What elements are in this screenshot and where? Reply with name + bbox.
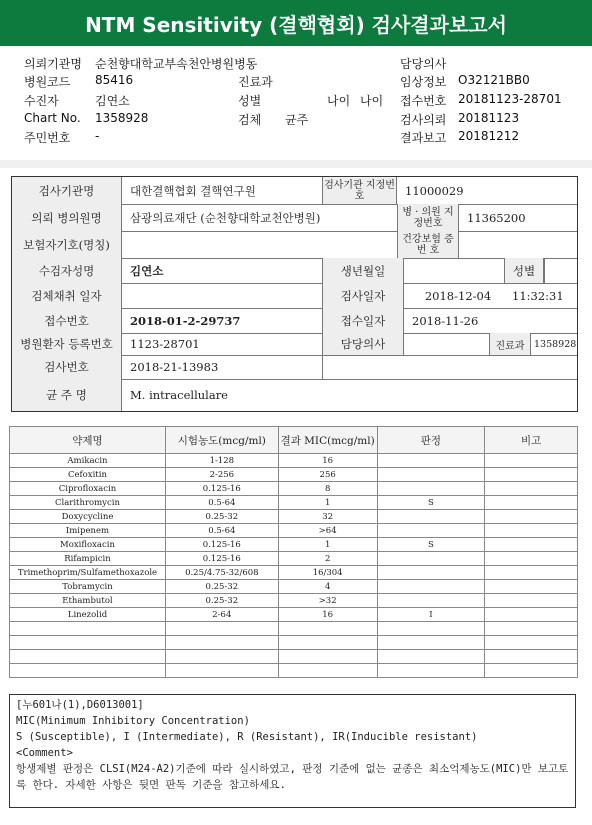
- test-org-code-label: 검사기관 지정번호: [322, 177, 397, 204]
- chart-label: Chart No.: [24, 111, 81, 125]
- empty-row: [10, 636, 578, 650]
- info-row: [12, 355, 577, 380]
- remark-cell: [485, 552, 578, 566]
- col-mic: 결과 MIC(mcg/ml): [278, 427, 377, 454]
- test-org-label: 검사기관명: [12, 177, 122, 204]
- empty-cell: [278, 664, 377, 678]
- table-body: [10, 454, 578, 678]
- patient-info-table: [11, 176, 578, 412]
- patient-no-label: 병원환자 등록번호: [12, 333, 122, 355]
- interpretation-cell: [377, 468, 485, 482]
- test-no-value: 2018-21-13983: [130, 360, 219, 374]
- remark-cell: [485, 566, 578, 580]
- mic-cell: 16: [278, 608, 377, 622]
- clinical-label: 임상정보: [400, 75, 447, 89]
- patient-no-value: 1123-28701: [130, 337, 200, 351]
- empty-cell: [165, 664, 278, 678]
- remark-cell: [485, 594, 578, 608]
- table-row: [10, 594, 578, 608]
- table-row: [10, 524, 578, 538]
- interpretation-cell: [377, 454, 485, 468]
- drug-name-cell: Tobramycin: [10, 580, 166, 594]
- collect-date-label: 검체채취 일자: [12, 283, 122, 308]
- resident-label: 주민번호: [24, 131, 71, 145]
- doctor-label: 담당의사: [322, 333, 404, 355]
- table-row: [10, 552, 578, 566]
- empty-cell: [377, 636, 485, 650]
- concentration-cell: 0.125-16: [165, 482, 278, 496]
- accession-value: 2018-01-2-29737: [130, 313, 241, 328]
- organism-label: 균 주 명: [12, 379, 122, 411]
- table-row: [10, 566, 578, 580]
- insurance-label: 보험자기호(명칭): [12, 231, 122, 258]
- table-row: [10, 510, 578, 524]
- table-row: [10, 482, 578, 496]
- receipt-value: 20181123-28701: [458, 92, 562, 106]
- req-hosp-label: 의뢰 병의원명: [12, 204, 122, 231]
- concentration-cell: 0.5-64: [165, 524, 278, 538]
- mic-cell: 8: [278, 482, 377, 496]
- drug-name-cell: Clarithromycin: [10, 496, 166, 510]
- table-row: [10, 580, 578, 594]
- test-org-value: 대한결핵협회 결핵연구원: [130, 183, 256, 198]
- birth-label: 생년월일: [322, 258, 404, 283]
- info-row: [12, 379, 577, 411]
- empty-cell: [10, 622, 166, 636]
- interpretation-cell: [377, 566, 485, 580]
- report-label: 결과보고: [400, 131, 447, 145]
- interpretation-cell: [377, 510, 485, 524]
- institution-value: 순천향대학교부속천안병원병동: [95, 57, 258, 71]
- remark-cell: [485, 510, 578, 524]
- interpretation-cell: S: [377, 538, 485, 552]
- name-value: 김연소: [130, 263, 164, 278]
- mic-cell: 16/304: [278, 566, 377, 580]
- empty-cell: [10, 664, 166, 678]
- interpretation-cell: S: [377, 496, 485, 510]
- receive-date-value: 2018-11-26: [412, 313, 479, 328]
- concentration-cell: 2-256: [165, 468, 278, 482]
- table-row: [10, 538, 578, 552]
- age-label: 나이: [327, 94, 351, 108]
- info-row: [12, 177, 577, 205]
- header-separator: [0, 160, 592, 168]
- info-row: [12, 283, 577, 309]
- info-row: [12, 308, 577, 334]
- empty-cell: [377, 664, 485, 678]
- specimen-label: 검체: [238, 113, 262, 127]
- concentration-cell: 0.5-64: [165, 496, 278, 510]
- empty-row: [10, 664, 578, 678]
- empty-row: [10, 650, 578, 664]
- remark-cell: [485, 496, 578, 510]
- remark-cell: [485, 454, 578, 468]
- remark-cell: [485, 468, 578, 482]
- doctor-value: [404, 333, 489, 355]
- concentration-cell: 1-128: [165, 454, 278, 468]
- empty-cell: [278, 650, 377, 664]
- interpretation-cell: I: [377, 608, 485, 622]
- collect-date-value: [122, 283, 322, 308]
- mic-cell: >64: [278, 524, 377, 538]
- table-header-row: [10, 427, 578, 454]
- dept-label: 진료과: [238, 75, 273, 89]
- col-remark: 비고: [485, 427, 578, 454]
- institution-label: 의뢰기관명: [24, 57, 82, 71]
- table-row: [10, 454, 578, 468]
- drug-name-cell: Rifampicin: [10, 552, 166, 566]
- col-interpretation: 판정: [377, 427, 485, 454]
- test-date-label: 검사일자: [322, 283, 404, 308]
- insurance-value: [122, 231, 397, 258]
- clinical-value: O32121BB0: [458, 73, 530, 87]
- ward-code-value: 85416: [95, 73, 134, 87]
- comment-heading: <Comment>: [16, 747, 73, 759]
- sex-label: 성별: [504, 258, 544, 283]
- empty-cell: [165, 650, 278, 664]
- empty-cell: [165, 636, 278, 650]
- comment-box: [9, 694, 576, 808]
- dept-value: 1358928: [534, 338, 577, 350]
- age-value: 나이: [360, 94, 384, 108]
- concentration-cell: 0.25-32: [165, 510, 278, 524]
- concentration-cell: 2-64: [165, 608, 278, 622]
- test-org-code-value: 11000029: [405, 183, 464, 198]
- mic-cell: >32: [278, 594, 377, 608]
- req-hosp-value: 삼광의료재단 (순천향대학교천안병원): [130, 210, 321, 225]
- name-label: 수검자성명: [12, 258, 122, 283]
- receipt-label: 접수번호: [400, 94, 447, 108]
- drug-name-cell: Ciprofloxacin: [10, 482, 166, 496]
- mic-cell: 1: [278, 538, 377, 552]
- remark-cell: [485, 538, 578, 552]
- concentration-cell: 0.125-16: [165, 538, 278, 552]
- collector-value: 김연소: [95, 94, 130, 108]
- table-row: [10, 468, 578, 482]
- request-label: 검사의뢰: [400, 113, 447, 127]
- empty-cell: [485, 636, 578, 650]
- concentration-cell: 0.25/4.75-32/608: [165, 566, 278, 580]
- birth-value: [404, 258, 504, 283]
- mic-cell: 1: [278, 496, 377, 510]
- remark-cell: [485, 524, 578, 538]
- empty-cell: [278, 636, 377, 650]
- empty-cell: [10, 636, 166, 650]
- interpretation-cell: [377, 552, 485, 566]
- comment-code: [누601나(1),D6013001]: [16, 699, 144, 711]
- mic-cell: 256: [278, 468, 377, 482]
- interpretation-cell: [377, 580, 485, 594]
- info-row: [12, 204, 577, 232]
- table-row: [10, 608, 578, 622]
- drug-name-cell: Trimethoprim/Sulfamethoxazole: [10, 566, 166, 580]
- concentration-cell: 0.125-16: [165, 552, 278, 566]
- health-label: 건강보험 증 번 호: [397, 231, 459, 258]
- drug-name-cell: Ethambutol: [10, 594, 166, 608]
- accession-label: 접수번호: [12, 308, 122, 333]
- col-drug: 약제명: [10, 427, 166, 454]
- empty-cell: [377, 650, 485, 664]
- remark-cell: [485, 482, 578, 496]
- interpretation-cell: [377, 524, 485, 538]
- test-no-label: 검사번호: [12, 355, 122, 379]
- mic-cell: 4: [278, 580, 377, 594]
- mic-cell: 2: [278, 552, 377, 566]
- empty-cell: [485, 622, 578, 636]
- specimen-value: 균주: [285, 113, 309, 127]
- info-row: [12, 333, 577, 356]
- health-value: [459, 231, 577, 258]
- empty-cell: [165, 622, 278, 636]
- drug-name-cell: Cefoxitin: [10, 468, 166, 482]
- remark-cell: [485, 608, 578, 622]
- req-hosp-code-value: 11365200: [467, 210, 526, 225]
- concentration-cell: 0.25-32: [165, 580, 278, 594]
- report-title: NTM Sensitivity (결핵협회) 검사결과보고서: [0, 0, 592, 46]
- col-concentration: 시험농도(mcg/ml): [165, 427, 278, 454]
- concentration-cell: 0.25-32: [165, 594, 278, 608]
- test-no-blank: [322, 355, 577, 379]
- empty-cell: [377, 622, 485, 636]
- report-value: 20181212: [458, 129, 520, 143]
- test-time-value: 11:32:31: [512, 288, 564, 303]
- doctor-label: 담당의사: [400, 57, 447, 71]
- request-value: 20181123: [458, 111, 520, 125]
- sex-value: [544, 258, 577, 283]
- info-row: [12, 258, 577, 284]
- interpretation-cell: [377, 482, 485, 496]
- receive-date-label: 접수일자: [322, 308, 404, 333]
- dept-label: 진료과: [489, 333, 531, 355]
- ward-code-label: 병원코드: [24, 75, 71, 89]
- susceptibility-table: [9, 426, 578, 678]
- drug-name-cell: Imipenem: [10, 524, 166, 538]
- empty-cell: [10, 650, 166, 664]
- drug-name-cell: Linezolid: [10, 608, 166, 622]
- resident-value: -: [95, 129, 100, 143]
- empty-row: [10, 622, 578, 636]
- comment-legend: S (Susceptible), I (Intermediate), R (Resistant), IR(Inducible resistant): [16, 731, 478, 743]
- drug-name-cell: Moxifloxacin: [10, 538, 166, 552]
- req-hosp-code-label: 병 · 의원 지정번호: [397, 204, 459, 231]
- mic-cell: 32: [278, 510, 377, 524]
- organism-value: M. intracellulare: [130, 388, 228, 402]
- empty-cell: [485, 650, 578, 664]
- test-date-value: 2018-12-04: [424, 288, 492, 303]
- collector-label: 수진자: [24, 94, 59, 108]
- empty-cell: [278, 622, 377, 636]
- remark-cell: [485, 580, 578, 594]
- table-row: [10, 496, 578, 510]
- mic-cell: 16: [278, 454, 377, 468]
- info-row: [12, 231, 577, 259]
- chart-value: 1358928: [95, 111, 149, 125]
- comment-text: 항생제별 판정은 CLSI(M24-A2)기준에 따라 실시하였고, 판정 기준에 없는 균종은 최소억제농도(MIC)만 보고토록 한다. 자세한 사항은 뒷면 판독 기준을 참고하세요.: [16, 763, 569, 791]
- comment-mic-def: MIC(Minimum Inhibitory Concentration): [16, 715, 250, 727]
- drug-name-cell: Amikacin: [10, 454, 166, 468]
- interpretation-cell: [377, 594, 485, 608]
- empty-cell: [485, 664, 578, 678]
- drug-name-cell: Doxycycline: [10, 510, 166, 524]
- sex-label: 성별: [238, 94, 262, 108]
